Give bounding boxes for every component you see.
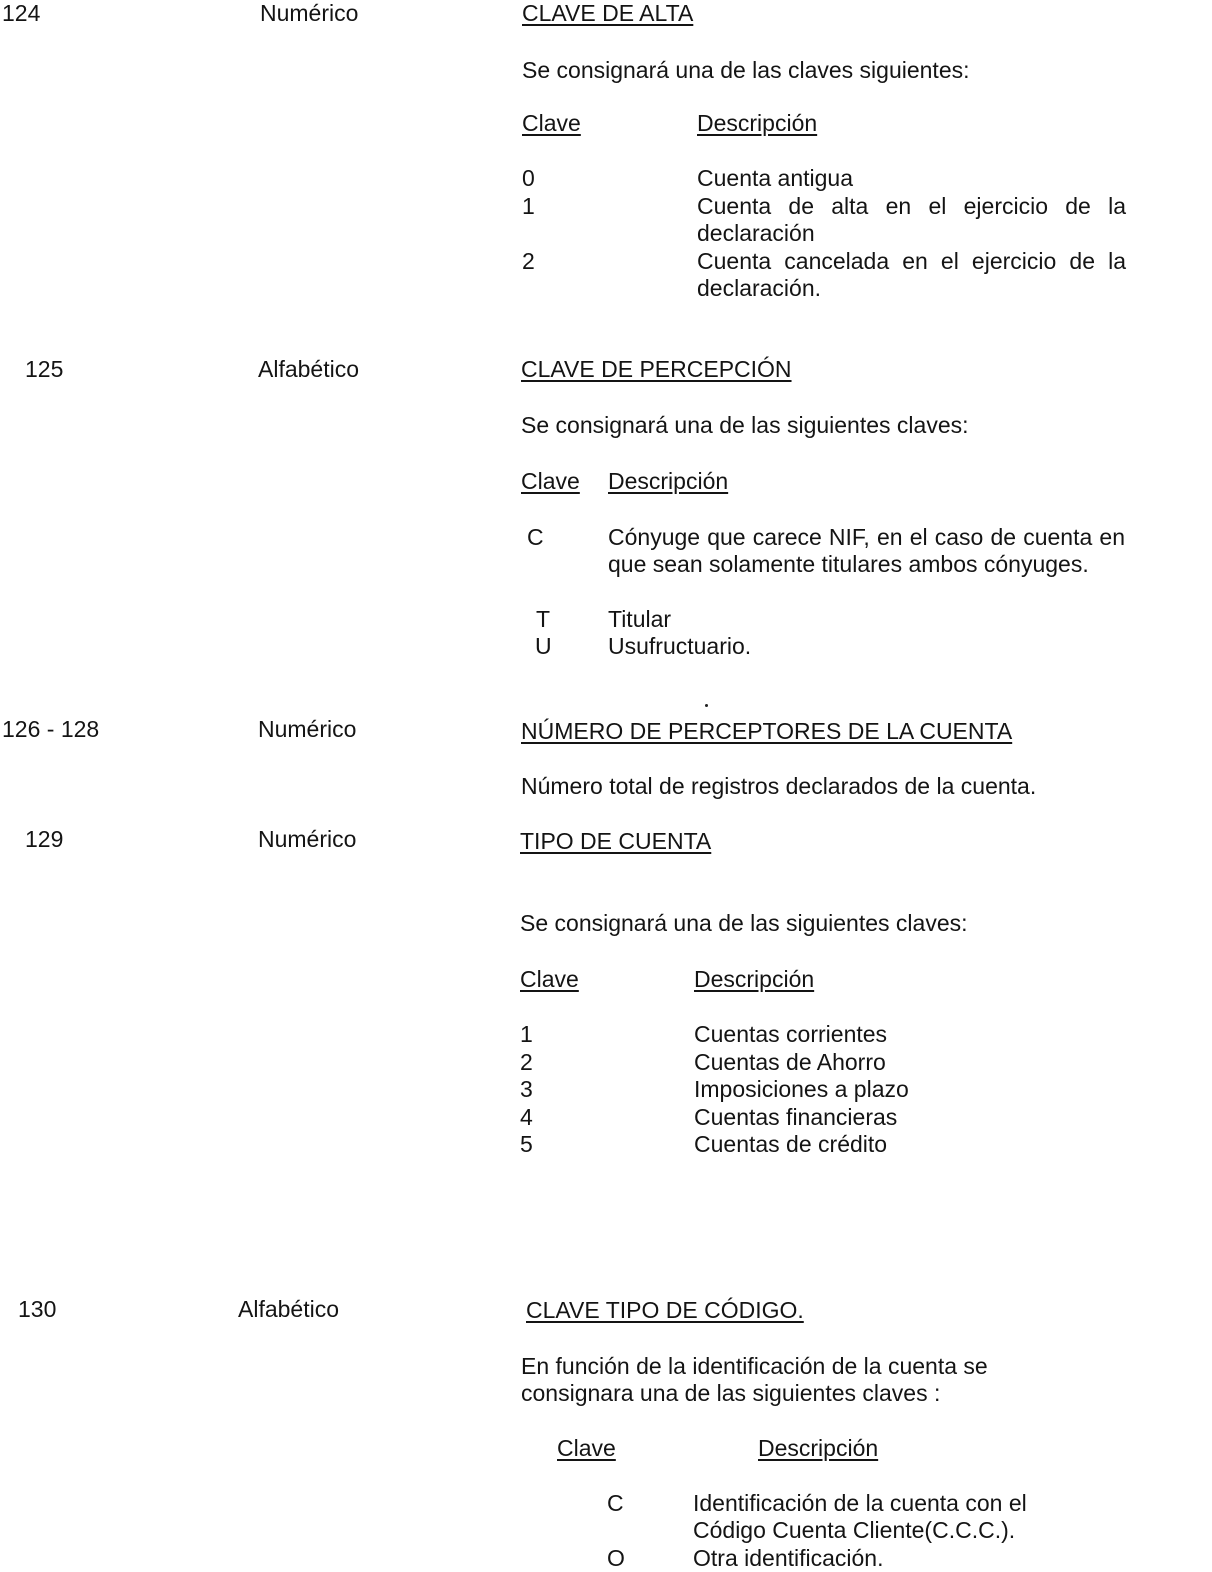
field-position: 126 - 128 xyxy=(2,716,100,742)
field-intro: Número total de registros declarados de la cuenta. xyxy=(521,773,1037,799)
field-type: Numérico xyxy=(258,826,357,852)
field-type: Alfabético xyxy=(258,356,360,382)
description-column-header: Descripción xyxy=(694,966,815,992)
field-title: TIPO DE CUENTA xyxy=(520,828,712,854)
description-cell: Cuenta cancelada en el ejercicio de la declaración. xyxy=(697,248,1126,301)
field-position: 130 xyxy=(18,1296,57,1322)
key-column-header: Clave xyxy=(522,110,581,136)
field-type: Alfabético xyxy=(238,1296,340,1322)
description-column-header: Descripción xyxy=(608,468,729,494)
description-cell: Identificación de la cuenta con el Código Cuenta Cliente(C.C.C.). xyxy=(693,1490,1027,1543)
scan-speck xyxy=(705,704,708,707)
field-title: CLAVE TIPO DE CÓDIGO. xyxy=(526,1297,804,1323)
field-intro: Se consignará una de las claves siguientes: xyxy=(522,57,970,83)
description-cell: Usufructuario. xyxy=(608,633,752,659)
description-column-header: Descripción xyxy=(697,110,818,136)
key-cell: C xyxy=(527,524,544,550)
description-cell: Cuentas financieras xyxy=(694,1104,898,1130)
field-title: CLAVE DE PERCEPCIÓN xyxy=(521,356,792,382)
field-position: 129 xyxy=(25,826,64,852)
description-cell: Cuentas de Ahorro xyxy=(694,1049,886,1075)
field-position: 125 xyxy=(25,356,64,382)
key-cell: U xyxy=(535,633,552,659)
key-cell: 0 xyxy=(522,165,535,191)
field-position: 124 xyxy=(2,0,41,26)
key-cell: 3 xyxy=(520,1076,533,1102)
description-cell: Cuenta de alta en el ejercicio de la declaración xyxy=(697,193,1126,246)
key-cell: O xyxy=(607,1545,625,1571)
description-cell: Cuentas corrientes xyxy=(694,1021,888,1047)
key-cell: 2 xyxy=(522,248,535,274)
field-type: Numérico xyxy=(260,0,359,26)
key-cell: 5 xyxy=(520,1131,533,1157)
field-type: Numérico xyxy=(258,716,357,742)
description-cell: Otra identificación. xyxy=(693,1545,884,1571)
key-column-header: Clave xyxy=(557,1435,616,1461)
key-cell: 1 xyxy=(522,193,535,219)
description-cell: Cuenta antigua xyxy=(697,165,854,191)
field-title: NÚMERO DE PERCEPTORES DE LA CUENTA xyxy=(521,718,1013,744)
field-intro: Se consignará una de las siguientes claves: xyxy=(520,910,968,936)
key-cell: 2 xyxy=(520,1049,533,1075)
description-cell: Cónyuge que carece NIF, en el caso de cuenta en que sean solamente titulares ambos cónyuges. xyxy=(608,524,1125,577)
description-column-header: Descripción xyxy=(758,1435,879,1461)
key-cell: C xyxy=(607,1490,624,1516)
key-column-header: Clave xyxy=(520,966,579,992)
description-cell: Imposiciones a plazo xyxy=(694,1076,909,1102)
key-cell: 1 xyxy=(520,1021,533,1047)
field-title: CLAVE DE ALTA xyxy=(522,0,694,26)
description-cell: Cuentas de crédito xyxy=(694,1131,888,1157)
key-cell: 4 xyxy=(520,1104,533,1130)
field-intro: En función de la identificación de la cuenta se consignara una de las siguientes claves : xyxy=(521,1353,988,1406)
field-intro: Se consignará una de las siguientes claves: xyxy=(521,412,969,438)
key-column-header: Clave xyxy=(521,468,580,494)
description-cell: Titular xyxy=(608,606,672,632)
key-cell: T xyxy=(536,606,551,632)
